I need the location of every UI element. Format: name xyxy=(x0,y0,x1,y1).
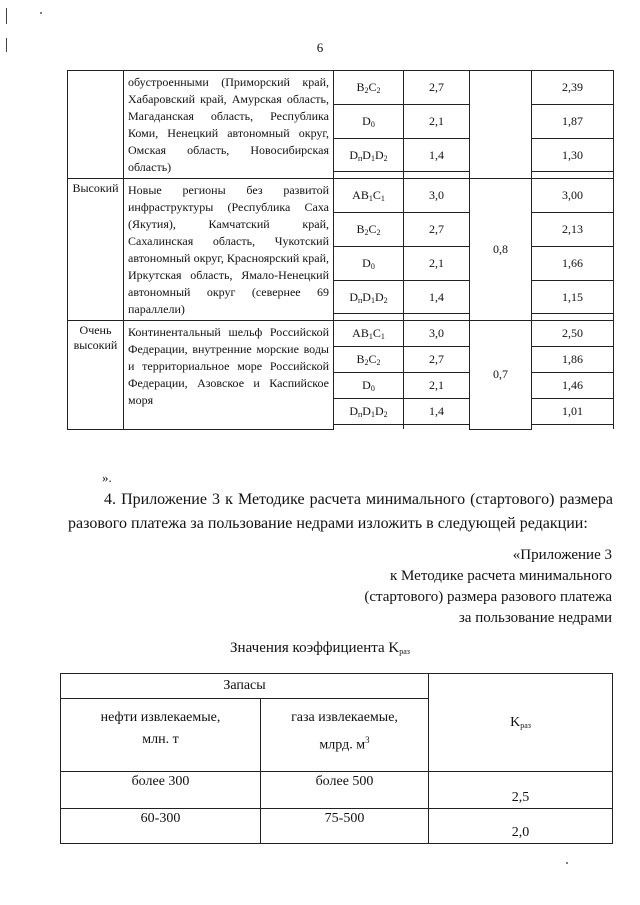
k1-cell: 2,7 xyxy=(404,212,470,246)
category-letter: B xyxy=(356,221,365,236)
reserve-category-cell xyxy=(334,399,404,425)
region-description: Новые регионы без развитой инфраструктуры (Республика Саха (Якутия), Камчатский край, Сахалинская область, Чукотский автономный округ, Красноярский край, Иркутская область, Ямало-Ненецкий автономный округ (севернее 69 параллели) xyxy=(124,179,334,321)
table-row xyxy=(68,321,614,347)
k3-cell: 1,86 xyxy=(532,347,614,373)
category-letter: C xyxy=(368,221,377,236)
category-letter: AB xyxy=(352,326,369,340)
category-subscript: 2 xyxy=(364,85,369,95)
reserve-category-cell xyxy=(334,104,404,138)
category-subscript: 1 xyxy=(370,410,375,419)
region-description: Континентальный шельф Российской Федерации, внутренние морские воды и территориальное море Российской Федерации, Азовское и Каспийское моря xyxy=(124,321,334,430)
category-subscript: 2 xyxy=(376,358,381,367)
k2-cell: 0,8 xyxy=(470,179,532,321)
k1-cell: 1,4 xyxy=(404,399,470,425)
category-letter: D xyxy=(362,147,371,162)
reserve-category-cell xyxy=(334,138,404,172)
category-letter: B xyxy=(356,79,365,94)
region-description: обустроенными (Приморский край, Хабаровский край, Амурская область, Магаданская область, Республика Коми, Ненецкий автономный округ, Омская область, Новосибирская область) xyxy=(124,71,334,179)
reserve-category-cell xyxy=(334,179,404,213)
reserve-category-cell xyxy=(334,71,404,105)
table-row xyxy=(61,809,613,844)
k3-cell: 1,30 xyxy=(532,138,614,172)
k3-cell: 1,46 xyxy=(532,373,614,399)
category-letter: B xyxy=(356,352,365,366)
caption-subscript: раз xyxy=(399,647,410,656)
category-letter: D xyxy=(362,378,371,392)
reserve-category-cell xyxy=(334,212,404,246)
category-letter: D xyxy=(349,289,359,304)
left-margin-mark xyxy=(6,38,7,52)
k1-cell: 2,7 xyxy=(404,71,470,105)
category-letter: D xyxy=(362,289,371,304)
category-subscript: 2 xyxy=(364,358,369,367)
category-letter: C xyxy=(372,326,381,340)
category-subscript: 2 xyxy=(383,153,388,163)
reserve-category-cell xyxy=(334,246,404,280)
oil-column-header xyxy=(61,699,261,772)
category-letter: D xyxy=(349,404,359,418)
category-subscript: 1 xyxy=(368,193,373,203)
kraz-cell: 2,0 xyxy=(429,809,613,844)
table-row xyxy=(68,179,614,213)
k3-cell: 2,50 xyxy=(532,321,614,347)
category-subscript: 2 xyxy=(383,410,388,419)
category-letter: D xyxy=(362,255,371,270)
left-margin-mark xyxy=(6,8,7,24)
category-subscript: 2 xyxy=(376,227,381,237)
k1-cell: 3,0 xyxy=(404,179,470,213)
category-letter: D xyxy=(374,404,384,418)
page-number: 6 xyxy=(316,40,324,55)
category-subscript: 2 xyxy=(376,85,381,95)
k3-cell: 2,39 xyxy=(532,71,614,105)
category-subscript: п xyxy=(358,295,363,305)
category-subscript: 0 xyxy=(370,261,375,271)
level-cell xyxy=(68,71,124,179)
reserve-category-cell xyxy=(334,321,404,347)
category-subscript: 0 xyxy=(370,119,375,129)
appendix-line: за пользование недрами xyxy=(458,610,612,626)
category-subscript: п xyxy=(358,153,363,163)
category-letter: D xyxy=(362,404,371,418)
gas-header-line xyxy=(261,729,428,757)
appendix-line: «Приложение 3 xyxy=(512,547,612,563)
k1-cell: 3,0 xyxy=(404,321,470,347)
gas-header-line: газа извлекаемые, xyxy=(291,710,398,725)
category-subscript: п xyxy=(358,410,363,419)
category-subscript: 1 xyxy=(380,193,385,203)
kraz-subscript: раз xyxy=(520,720,531,730)
amendment-paragraph: 4. Приложение 3 к Методике расчета минимального (стартового) размера разового платежа за пользование недрами изложить в следующей редакции: xyxy=(68,491,613,532)
gas-unit: млрд. м xyxy=(319,737,366,753)
k1-cell: 2,1 xyxy=(404,104,470,138)
appendix-line: (стартового) размера разового платежа xyxy=(364,589,612,605)
spacer-cell xyxy=(334,425,404,430)
scan-speck xyxy=(40,12,42,14)
k1-cell: 1,4 xyxy=(404,138,470,172)
gas-column-header xyxy=(261,699,429,772)
oil-header-line: млн. т xyxy=(142,732,179,747)
spacer-cell xyxy=(404,425,470,430)
category-letter: AB xyxy=(352,187,369,202)
category-subscript: 2 xyxy=(364,227,369,237)
k3-cell: 1,66 xyxy=(532,246,614,280)
category-letter: D xyxy=(362,113,371,128)
kraz-column-header xyxy=(429,674,613,772)
table-row xyxy=(68,71,614,105)
category-letter: C xyxy=(368,352,377,366)
k3-cell: 2,13 xyxy=(532,212,614,246)
appendix-header xyxy=(364,545,612,629)
oil-header-line: нефти извлекаемые, xyxy=(100,710,221,725)
k1-cell: 1,4 xyxy=(404,280,470,314)
kraz-symbol: K xyxy=(510,714,521,730)
level-cell: Высокий xyxy=(68,179,124,321)
gas-unit-superscript: 3 xyxy=(365,735,370,745)
category-letter: C xyxy=(368,79,377,94)
reserve-category-cell xyxy=(334,280,404,314)
category-subscript: 1 xyxy=(370,153,375,163)
k1-cell: 2,1 xyxy=(404,246,470,280)
k3-cell: 1,87 xyxy=(532,104,614,138)
category-letter: C xyxy=(372,187,381,202)
category-letter: D xyxy=(374,147,384,162)
oil-cell: 60-300 xyxy=(61,809,261,844)
reserve-category-cell xyxy=(334,373,404,399)
kraz-cell: 2,5 xyxy=(429,772,613,809)
appendix-line: к Методике расчета минимального xyxy=(390,568,612,584)
table-caption xyxy=(0,640,640,657)
scan-speck xyxy=(566,862,568,864)
kraz-table xyxy=(60,673,613,844)
reserve-category-cell xyxy=(334,347,404,373)
category-subscript: 0 xyxy=(370,384,375,393)
closing-quote: ». xyxy=(102,470,112,485)
category-subscript: 2 xyxy=(383,295,388,305)
k3-cell: 1,01 xyxy=(532,399,614,425)
k1-cell: 2,7 xyxy=(404,347,470,373)
k1-cell: 2,1 xyxy=(404,373,470,399)
coefficient-table xyxy=(67,70,614,430)
oil-cell: более 300 xyxy=(61,772,261,809)
k3-cell: 3,00 xyxy=(532,179,614,213)
k2-cell xyxy=(470,71,532,179)
category-subscript: 1 xyxy=(368,332,373,341)
reserves-group-header: Запасы xyxy=(61,674,429,699)
gas-cell: более 500 xyxy=(261,772,429,809)
k2-cell: 0,7 xyxy=(470,321,532,430)
category-letter: D xyxy=(349,147,359,162)
category-subscript: 1 xyxy=(370,295,375,305)
k3-cell: 1,15 xyxy=(532,280,614,314)
category-letter: D xyxy=(374,289,384,304)
level-cell: Очень высокий xyxy=(68,321,124,430)
caption-text: Значения коэффициента K xyxy=(230,640,400,656)
gas-cell: 75-500 xyxy=(261,809,429,844)
spacer-cell xyxy=(532,425,614,430)
category-subscript: 1 xyxy=(380,332,385,341)
table-row xyxy=(61,772,613,809)
